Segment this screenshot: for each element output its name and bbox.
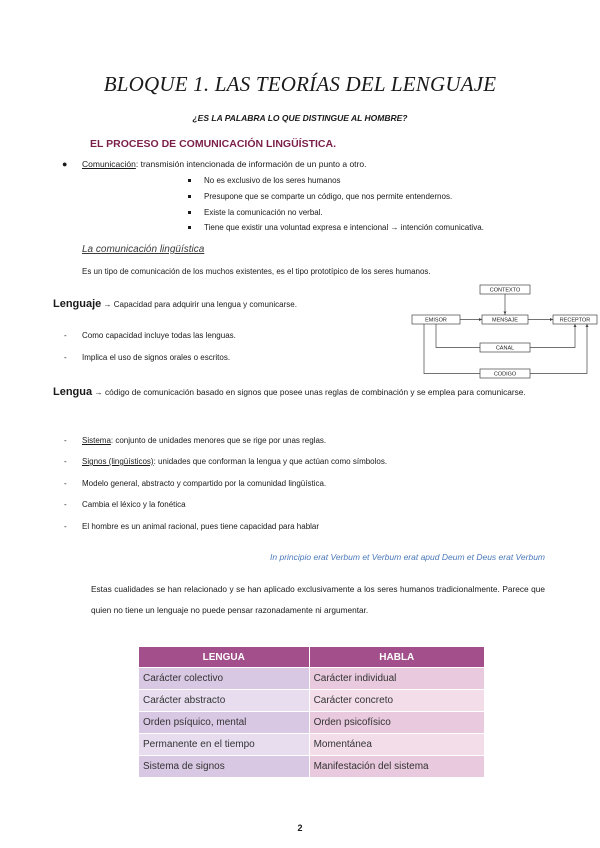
page-number: 2 (297, 823, 303, 833)
comunicacion-definition-text: : transmisión intencionada de información de un punto a otro. (135, 159, 367, 169)
list-item-text: El hombre es un animal racional, pues tiene capacidad para hablar (82, 522, 320, 531)
diagram-label-mensaje: MENSAJE (492, 317, 518, 324)
section-heading: EL PROCESO DE COMUNICACIÓN LINGÜÍSTICA. (90, 138, 336, 150)
table-cell: Sistema de signos (139, 756, 310, 778)
list-item-text: Presupone que se comparte un código, que nos permite entendernos. (204, 192, 453, 201)
diagram-label-canal: CANAL (495, 345, 515, 352)
list-item-term: Signos (lingüísticos) (82, 457, 154, 466)
table-cell: Orden psíquico, mental (139, 712, 310, 734)
list-item-text: No es exclusivo de los seres humanos (204, 176, 341, 185)
list-item-text: Implica el uso de signos orales o escritos. (82, 353, 231, 362)
square-bullet-icon (188, 179, 191, 182)
table-row (139, 690, 485, 712)
comunicacion-definition (82, 159, 366, 169)
lengua-habla-table (138, 646, 485, 778)
comunicacion-term: Comunicación (82, 159, 136, 169)
body-paragraph: Estas cualidades se han relacionado y se han aplicado exclusivamente a los seres humanos tradicionalmente. Parece que quien no tiene un lenguaje no puede pensar razonadamente ni argumentar. (91, 584, 545, 615)
table-cell: Carácter colectivo (139, 668, 310, 690)
lenguaje-definition-text: → Capacidad para adquirir una lengua y comunicarse. (101, 300, 297, 309)
communication-diagram (410, 283, 600, 383)
list-item-text: Existe la comunicación no verbal. (204, 208, 323, 217)
lenguaje-definition (53, 298, 297, 310)
latin-quote: In principio erat Verbum et Verbum erat apud Deum et Deus erat Verbum (270, 552, 545, 562)
table-header-lengua: LENGUA (139, 647, 310, 668)
diagram-label-emisor: EMISOR (425, 317, 447, 324)
square-bullet-icon (188, 226, 191, 229)
diagram-label-contexto: CONTEXTO (489, 287, 521, 294)
list-item-text: Tiene que existir una voluntad expresa e intencional → intención comunicativa. (204, 223, 484, 232)
table-cell: Carácter concreto (309, 690, 484, 712)
table-cell: Permanente en el tiempo (139, 734, 310, 756)
subtitle: ¿ES LA PALABRA LO QUE DISTINGUE AL HOMBRE? (192, 113, 408, 123)
list-item-text: Como capacidad incluye todas las lenguas. (82, 331, 236, 340)
diagram-label-receptor: RECEPTOR (559, 317, 591, 324)
table-row (139, 734, 485, 756)
list-item-term: Sistema (82, 436, 111, 445)
table-row (139, 712, 485, 734)
lengua-definition-text: → código de comunicación basado en signos que posee unas reglas de combinación y se emplea para comunicarse. (92, 387, 526, 397)
subheading-comunicacion-linguistica: La comunicación lingüística (82, 244, 205, 255)
diagram-label-codigo: CODIGO (493, 371, 517, 378)
lenguaje-term: Lenguaje (53, 298, 102, 310)
table-cell: Momentánea (309, 734, 484, 756)
table-cell: Carácter abstracto (139, 690, 310, 712)
square-bullet-icon (188, 211, 191, 214)
list-item-text: : conjunto de unidades menores que se rige por unas reglas. (110, 436, 327, 445)
table-cell: Orden psicofísico (309, 712, 484, 734)
list-item-text: Cambia el léxico y la fonética (82, 500, 186, 509)
square-bullet-icon (188, 195, 191, 198)
comunicacion-linguistica-text: Es un tipo de comunicación de los muchos existentes, es el tipo prototípico de los seres humanos. (82, 267, 431, 276)
table-row (139, 668, 485, 690)
lengua-term: Lengua (53, 386, 93, 398)
table-cell: Carácter individual (309, 668, 484, 690)
lengua-definition (53, 383, 545, 402)
list-item-text: : unidades que conforman la lengua y que actúan como símbolos. (153, 457, 388, 466)
bullet-dot-icon: ● (62, 159, 68, 169)
table-cell: Manifestación del sistema (309, 756, 484, 778)
page-title: BLOQUE 1. LAS TEORÍAS DEL LENGUAJE (103, 72, 497, 96)
table-header-habla: HABLA (309, 647, 484, 668)
list-item-text: Modelo general, abstracto y compartido por la comunidad lingüística. (82, 479, 327, 488)
table-row (139, 756, 485, 778)
